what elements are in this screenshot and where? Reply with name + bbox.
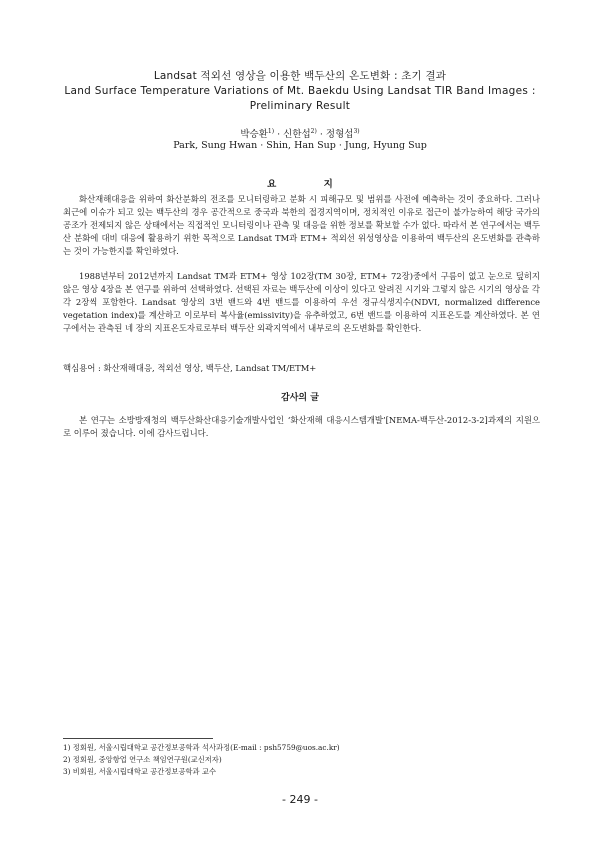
abstract-paragraph: 화산재해대응을 위하여 화산분화의 전조를 모니터링하고 분화 시 피해규모 및 범위를 사전에 예측하는 것이 중요하다. 그러나 최근에 이슈가 되고 있는 백두산의 경우 공간적으로 중국과 북한의 접경지역이며, 정치적인 이유로 접근이 불가능하여 해당 국가의 공조가 전제되지 않은 상태에서는 직접적인 모니터링이나 관측 및 대응을 위한 정보를 확보할 수가 없다. 따라서 본 연구에서는 백두산 분화에 대비 대응에 활용하기 위한 목적으로 Landsat TM과 ETM+ 적외선 위성영상을 이용하여 백두산의 온도변화를 관측하는 것이 가능한지를 확인하였다. [63, 194, 540, 256]
title-english: Land Surface Temperature Variations of Mt. Baekdu Using Landsat TIR Band Images : Preliminary Result [64, 85, 536, 112]
abstract-paragraph: 1988년부터 2012년까지 Landsat TM과 ETM+ 영상 102장(TM 30장, ETM+ 72장)중에서 구름이 없고 눈으로 덮히지 않은 영상 4장을 본 연구를 위하여 선택하였다. 선택된 자료는 백두산에 이상이 있다고 알려진 시기와 그렇지 않은 시기의 영상을 각각 2장씩 포함한다. Landsat 영상의 3번 밴드와 4번 밴드를 이용하여 우선 정규식생지수(NDVI, normalized difference vegetation index)를 계산하고 이로부터 복사율(emissivity)을 유추하였고, 6번 밴드를 이용하여 지표온도를 계산하였다. 본 연구에서는 관측된 네 장의 지표온도자료로부터 백두산 외곽지역에서 내부로의 온도변화를 확인한다. [63, 271, 540, 333]
footnotes [63, 742, 540, 778]
acknowledgement-heading: 감사의 글 [281, 393, 319, 403]
footnote: 3) 비회원, 서울시립대학교 공간정보공학과 교수 [63, 767, 217, 776]
title-korean: Landsat 적외선 영상을 이용한 백두산의 온도변화 : 초기 결과 [153, 70, 447, 82]
footnote: 1) 정회원, 서울시립대학교 공간정보공학과 석사과정(E-mail : psh5759@uos.ac.kr) [63, 743, 340, 752]
authors-english: Park, Sung Hwan · Shin, Han Sup · Jung, Hyung Sup [173, 140, 427, 151]
keywords: 핵심용어 : 화산재해대응, 적외선 영상, 백두산, Landsat TM/ETM+ [63, 363, 317, 373]
author-footnote-mark: 1) [267, 127, 275, 135]
author-footnote-mark: 2) [310, 127, 317, 135]
acknowledgement-paragraph: 본 연구는 소방방재청의 백두산화산대응기술개발사업인 ‘화산재해 대응시스템개발’[NEMA-백두산-2012-3-2]과제의 지원으로 이루어 졌습니다. 이에 감사드립니다. [63, 415, 540, 438]
author-footnote-mark: 3) [353, 127, 360, 135]
authors-korean [0, 126, 600, 140]
author-name: 정형섭 [325, 129, 354, 140]
author-separator: · [274, 129, 284, 140]
footnote-divider [63, 738, 213, 739]
page-number: - 249 - [282, 793, 318, 806]
author-name: 신한섭 [283, 129, 311, 140]
author-separator: · [316, 129, 326, 140]
author-name: 박승환 [240, 129, 268, 140]
footnote: 2) 정회원, 중앙항업 연구소 책임연구원(교신저자) [63, 755, 222, 764]
abstract-heading: 요 지 [267, 179, 355, 190]
